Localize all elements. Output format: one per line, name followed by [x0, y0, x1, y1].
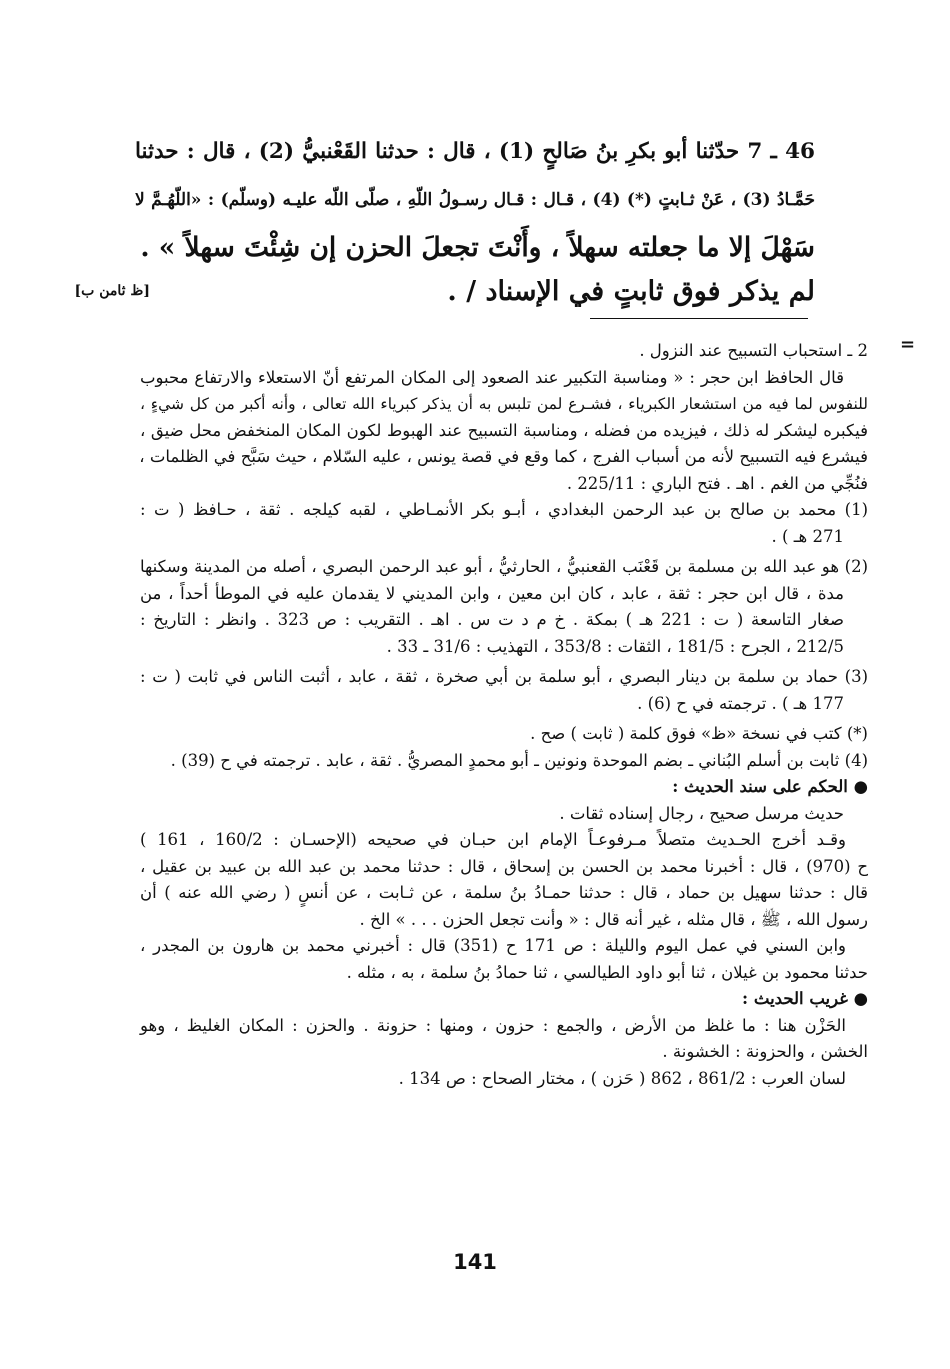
footnote-line: للنفوس لما فيه من استشعار الكبرياء ، فشـرع لمن تلبس به أن يذكر كبرياء الله تعالى ، وأنه أكبر من كل شيءٍ ،: [140, 395, 868, 413]
footnote-line: الحَزْن هنا : ما غلظ من الأرض ، والجمع : حزون ، ومنها : حزونة . والحزن : المكان الغليظ ، وهو: [140, 1015, 846, 1035]
footnotes: [140, 338, 868, 1092]
footnote-line: وابن السني في عمل اليوم والليلة : ص 171 ح (351) قال : أخبرني محمد بن هارون بن المجدر ،: [140, 936, 846, 955]
footnote-line: حديث مرسل صحيح ، رجال إسناده ثقات .: [559, 803, 844, 823]
manuscript-margin-note: [ظ ثامن ب]: [74, 283, 150, 299]
footnote-line: 177 هـ ) . ترجمته في ح (6) .: [637, 693, 844, 713]
hadith-line: لم يذكر فوق ثابتٍ في الإسناد / .: [447, 276, 815, 307]
footnote-line: قال : حدثنا سهيل بن حماد ، قال : حدثنا حمـادُ بنُ سلمة ، عن ثـابت ، عن أنسٍ ( رضي الله عنه ) أن: [140, 883, 868, 902]
footnote-line: (1) محمد بن صالح بن عبد الرحمن البغدادي ، أبـو بكر الأنمـاطي ، لقبه كيلجه . ثقة ، حـافظ ( ت :: [140, 500, 868, 519]
section-heading: ● الحكم على سند الحديث :: [672, 777, 868, 796]
footnote-line: حدثنا محمود بن غيلان ، ثنا أبو داود الطيالسي ، ثنا حمادُ بنُ سلمة ، به ، مثله .: [346, 962, 868, 982]
footnote-line: (*) كتب في نسخة «ظ» فوق كلمة ( ثابت ) صح .: [530, 724, 868, 743]
footnote-line: ح (970) ، قال : أخبرنا محمد بن الحسن بن إسحاق ، قال : حدثنا محمد بن عبد الله بن عبيد بن عقيل ،: [140, 856, 868, 876]
footnote-line: صغار التاسعة ( ت : 221 هـ ) بمكة . خ م د ت س . اهـ . التقريب : ص 323 . وانظر : التاريخ :: [140, 610, 844, 629]
footnote-line: مدة ، قال ابن حجر : ثقة ، عابد ، كان ابن معين ، وابن المديني لا يقدمان عليه في الموطأ أحداً ، من: [140, 583, 844, 603]
footnote-line: فيكبره ليشكر له ذلك ، فيزيده من فضله ، ومناسبة التسبيح عند الهبوط لكون المكان المنخفض محل ضيق ،: [140, 420, 868, 440]
footnote-line: لسان العرب : 861/2 ، 862 ( حَزن ) ، مختار الصحاح : ص 134 .: [398, 1068, 846, 1088]
footnote-line: فيشرع فيه التسبيح لأنه من أسباب الفرج ، كما وقع في قصة يونس ، عليه السّلام ، حيث سَبَّح في الظلمات ،: [139, 447, 868, 466]
footnote-line: قال الحافظ ابن حجر : « ومناسبة التكبير عند الصعود إلى المكان المرتفع أنّ الاستعلاء والارتفاع محبوب: [140, 367, 844, 387]
footnote-line: (4) ثابت بن أسلم البُناني ـ بضم الموحدة ونونين ـ أبو محمدٍ المصريُّ . ثقة ، عابد . ترجمته في ح (39) .: [170, 750, 868, 770]
hadith-line: 46 ـ 7 حدّثنا أبو بكرِ بنُ صَالحٍ (1) ، قال : حدثنا القَعْنبيُّ (2) ، قال : حدثنا: [135, 139, 815, 164]
footnote-line: (2) هو عبد الله بن مسلمة بن قَعْنَب القعنبيُّ ، الحارثيُّ ، أبو عبد الرحمن البصري ، أصله من المدينة وسكنها: [140, 557, 868, 576]
footnote-line: 271 هـ ) .: [771, 526, 844, 546]
footnote-line: (3) حماد بن سلمة بن دينار البصري ، أبو سلمة بن أبي صخرة ، ثقة ، عابد ، أثبت الناس في ثابت ( ت :: [140, 667, 868, 686]
section-heading: ● غريب الحديث :: [742, 989, 868, 1008]
hadith-text: [135, 128, 815, 312]
hadith-line: حَمَّـادُ (3) ، عَنْ ثـابتٍ (*) (4) ، قـال : قـال رسـولُ اللّهِ ، صلّى اللّه عليـه (وسلّم) : «اللّهُـمَّ لا: [135, 190, 816, 210]
footnote-line: وقـد أخرج الحـديث متصلاً مـرفوعـاً الإمام ابن حبـان في صحيحه (الإحسـان : 160/2 ، 161 ): [140, 830, 846, 849]
footnote-line: 2 ـ استحباب التسبيح عند النزول .: [639, 341, 868, 360]
hadith-line: سَهْلَ إلا ما جعلته سهلاً ، وأَنْتَ تجعلَ الحزن إن شِئْتَ سهلاً » .: [140, 232, 815, 263]
footnote-line: فنُجِّي من الغم . اهـ . فتح الباري : 225/11 .: [566, 473, 868, 493]
footnote-line: 212/5 ، الجرح : 181/5 ، الثقات : 353/8 ، التهذيب : 31/6 ـ 33 .: [386, 636, 844, 656]
continuation-mark: =: [900, 334, 916, 355]
footnote-line: الخشن ، والحزونة : الخشونة .: [662, 1042, 868, 1061]
page-number: 141: [453, 1250, 497, 1274]
footnote-line: رسول الله ، ﷺ ، قال مثله ، غير أنه قال : « وأنت تجعل الحزن . . . » الخ .: [359, 909, 868, 929]
footnote-separator: [590, 318, 808, 319]
